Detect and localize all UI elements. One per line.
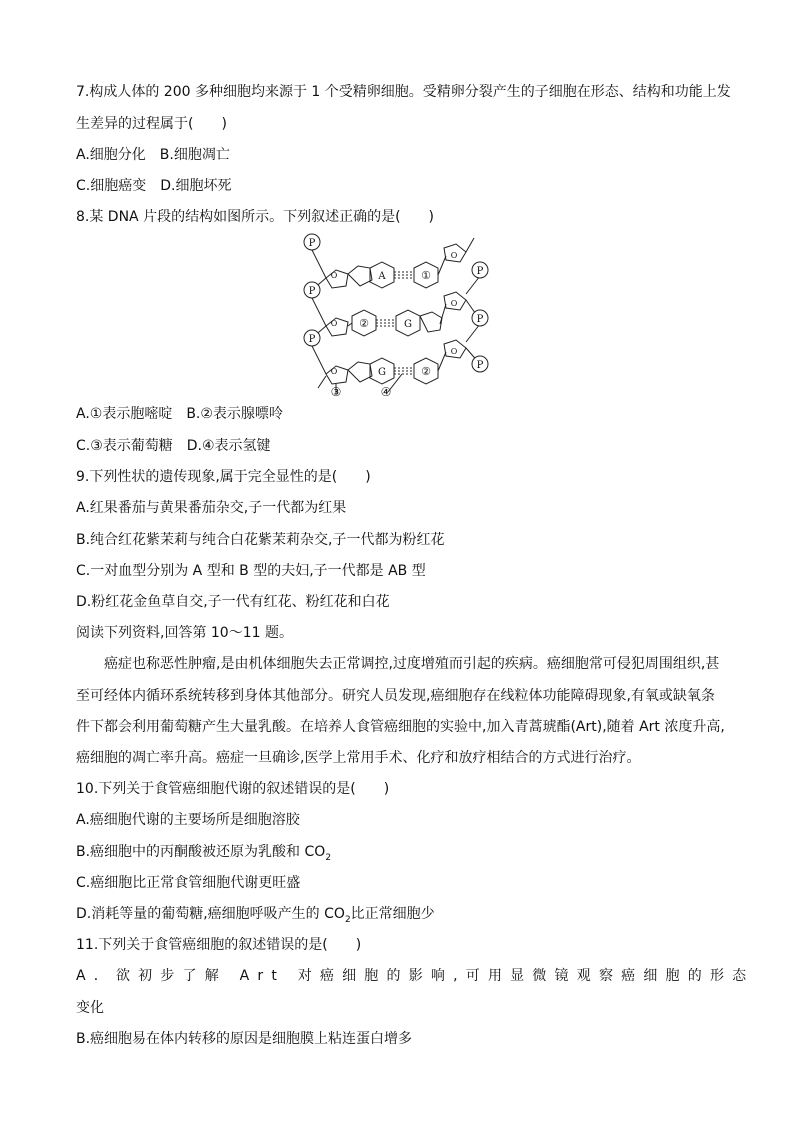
marker-3: ③ [330,385,342,399]
oxygen-label: O [330,271,338,280]
q8-options-cd: C.③表示葡萄糖 D.④表示氢键 [76,438,271,454]
base-label-g: G [404,319,412,330]
q9-stem: 9.下列性状的遗传现象,属于完全显性的是( ) [76,469,371,485]
q7-options-cd: C.细胞癌变 D.细胞坏死 [76,178,232,194]
q9-option-d: D.粉红花金鱼草自交,子一代有红花、粉红花和白花 [76,594,390,610]
q7-stem-line1: 7.构成人体的 200 多种细胞均来源于 1 个受精卵细胞。受精卵分裂产生的子细胞在形态、结构和功能上发 [76,84,731,100]
q11-option-a-line2: 变化 [76,1000,104,1016]
q8-stem: 8.某 DNA 片段的结构如图所示。下列叙述正确的是( ) [76,209,435,225]
phosphate-label: P [308,334,316,345]
q9-option-c: C.一对血型分别为 A 型和 B 型的夫妇,子一代都是 AB 型 [76,563,426,579]
phosphate-label: P [476,266,484,277]
q9-option-a: A.红果番茄与黄果番茄杂交,子一代都为红果 [76,500,347,516]
q10-option-d-text: D.消耗等量的葡萄糖,癌细胞呼吸产生的 CO [76,906,345,922]
dna-structure-diagram [290,228,500,400]
base-label-g: G [378,367,386,378]
marker-2: ② [359,317,369,330]
reading-paragraph-line3: 件下都会利用葡萄糖产生大量乳酸。在培养人食管癌细胞的实验中,加入青蒿琥酯(Art),随着 Art 浓度升高, [76,719,725,735]
q10-option-d-tail: 比正常细胞少 [350,906,435,922]
subscript: 2 [344,914,351,925]
q11-option-a-line1: A．欲初步了解 Art 对癌细胞的影响,可用显微镜观察癌细胞的形态 [76,968,755,984]
q7-options-ab: A.细胞分化 B.细胞凋亡 [76,147,230,163]
phosphate-label: P [308,238,316,249]
marker-4: ④ [380,385,392,399]
q8-options-ab: A.①表示胞嘧啶 B.②表示腺嘌呤 [76,406,283,422]
q10-option-b-text: B.癌细胞中的丙酮酸被还原为乳酸和 CO [76,844,326,860]
reading-paragraph-line4: 癌细胞的凋亡率升高。癌症一旦确诊,医学上常用手术、化疗和放疗相结合的方式进行治疗。 [76,750,641,766]
q10-option-a: A.癌细胞代谢的主要场所是细胞溶胶 [76,812,300,828]
phosphate-label: P [476,360,484,371]
q10-option-c: C.癌细胞比正常食管细胞代谢更旺盛 [76,875,301,891]
oxygen-label: O [330,319,338,328]
base-label-a: A [378,271,386,282]
marker-1: ① [421,269,431,282]
oxygen-label: O [450,251,458,260]
reading-paragraph-line1: 癌症也称恶性肿瘤,是由机体细胞失去正常调控,过度增殖而引起的疾病。癌细胞常可侵犯周围组织,甚 [104,656,720,672]
q10-stem: 10.下列关于食管癌细胞代谢的叙述错误的是( ) [76,781,390,797]
marker-2: ② [421,365,431,378]
oxygen-label: O [450,299,458,308]
reading-intro: 阅读下列资料,回答第 10～11 题。 [76,625,293,641]
q7-stem-line2: 生差异的过程属于( ) [76,116,227,132]
phosphate-label: P [308,286,316,297]
q10-option-b [76,842,726,862]
q10-option-d [76,904,726,924]
phosphate-label: P [476,314,484,325]
q9-option-b: B.纯合红花紫茉莉与纯合白花紫茉莉杂交,子一代都为粉红花 [76,532,445,548]
oxygen-label: O [330,367,338,376]
q11-stem: 11.下列关于食管癌细胞的叙述错误的是( ) [76,937,362,953]
reading-paragraph-line2: 至可经体内循环系统转移到身体其他部分。研究人员发现,癌细胞存在线粒体功能障碍现象,有氧或缺氧条 [76,688,715,704]
subscript: 2 [325,852,332,863]
q11-option-b: B.癌细胞易在体内转移的原因是细胞膜上粘连蛋白增多 [76,1031,413,1047]
oxygen-label: O [450,347,458,356]
